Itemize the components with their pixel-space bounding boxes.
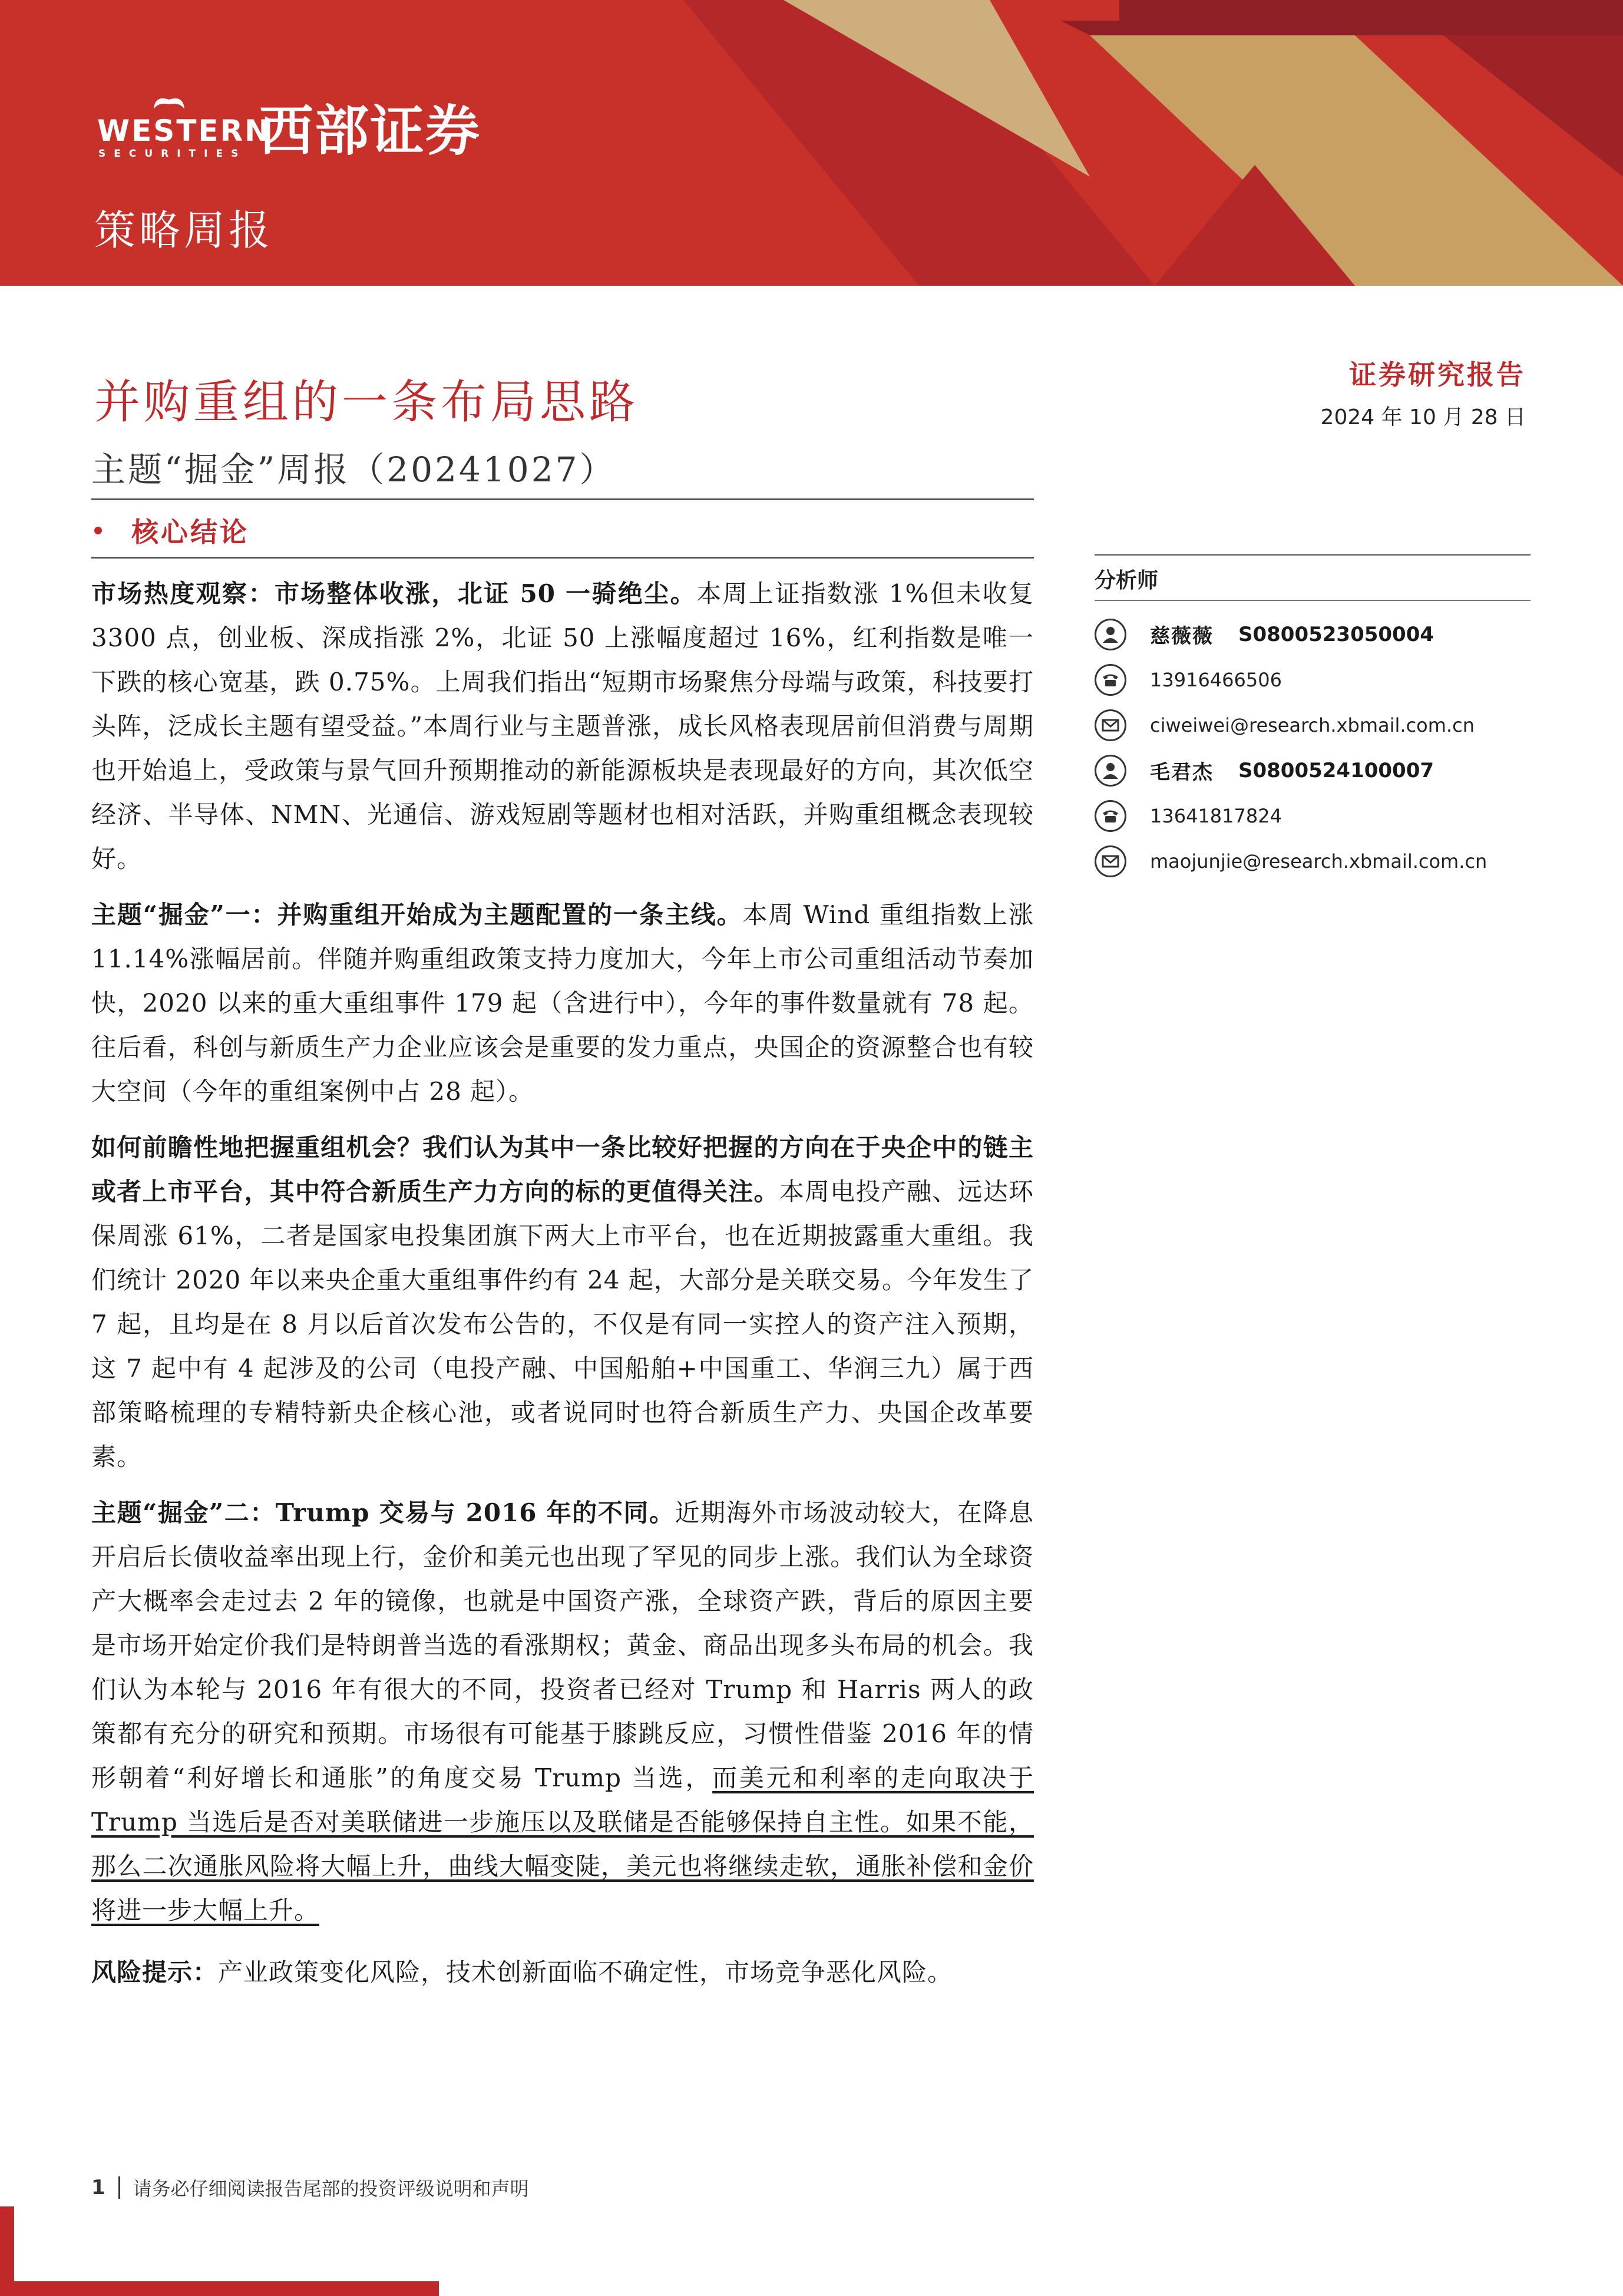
mail-icon [1095,845,1126,877]
header-banner [0,0,1623,286]
phone-icon [1095,664,1126,696]
page-subtitle: 主题“掘金”周报（20241027） [91,450,616,490]
paragraph-text: 本周 Wind 重组指数上涨 11.14%涨幅居前。伴随并购重组政策支持力度加大，今年上市公司重组活动节奏加快，2020 以来的重大重组事件 179 起（含进行中），今年的事件数量就有 78 起。往后看，科创与新质生产力企业应该会是重要的发力重点，央国企的资源整合也有较大空间（今年的重组案例中占 28 起）。 [91,900,1034,1106]
phone-icon [1095,800,1126,832]
analyst-name: 毛君杰 [1150,761,1214,784]
analyst-email[interactable]: maojunjie@research.xbmail.com.cn [1150,850,1488,873]
logo-en-sub: SECURITIES [98,148,247,160]
analyst-license: S0800524100007 [1238,758,1434,782]
logo-en-word: WESTERN [97,114,271,148]
section-heading [94,513,249,548]
paragraph-lead: 如何前瞻性地把握重组机会？我们认为其中一条比较好把握的方向在于央企中的链主或者上市平台，其中符合新质生产力方向的标的更值得关注。 [91,1133,1034,1206]
report-label: 证券研究报告 [1349,359,1526,391]
paragraph-lead: 主题“掘金”一：并购重组开始成为主题配置的一条主线。 [91,900,743,929]
report-date: 2024 年 10 月 28 日 [1320,405,1526,430]
paragraph-text: 本周电投产融、远达环保周涨 61%，二者是国家电投集团旗下两大上市平台，也在近期披露重大重组。我们统计 2020 年以来央企重大重组事件约有 24 起，大部分是关联交易。今年发生了 7 起，且均是在 8 月以后首次发布公告的，不仅是有同一实控人的资产注入预期，这 7 起中有 4 起涉及的公司（电投产融、中国船舶+中国重工、华润三九）属于西部策略梳理的专精特新央企核心池，或者说同时也符合新质生产力、央国企改革要素。 [91,1177,1034,1471]
paragraph-opportunity [91,1125,1034,1479]
section-heading-label: 核心结论 [131,516,249,548]
page-footer [91,2174,529,2201]
analyst-email[interactable]: ciweiwei@research.xbmail.com.cn [1150,713,1475,736]
paragraph-text: 近期海外市场波动较大，在降息开启后长债收益率出现上行，金价和美元也出现了罕见的同步上涨。我们认为全球资产大概率会走过去 2 年的镜像，也就是中国资产涨，全球资产跌，背后的原因主要是市场开始定价我们是特朗普当选的看涨期权；黄金、商品出现多头布局的机会。我们认为本轮与 2016 年有很大的不同，投资者已经对 Trump 和 Harris 两人的政策都有充分的研究和预期。市场很有可能基于膝跳反应，习惯性借鉴 2016 年的情形朝着“利好增长和通胀”的角度交易 Trump 当选， [91,1498,1034,1792]
corner-decoration [0,2281,439,2296]
mail-icon [1095,709,1126,741]
company-logo [97,88,481,165]
section-divider [91,557,1034,559]
paragraph-theme-one [91,893,1034,1114]
analyst-license: S0800523050004 [1238,622,1434,646]
analyst-phone-row [1095,657,1531,702]
analyst-phone[interactable]: 13916466506 [1150,668,1282,691]
analyst-name-row [1095,612,1531,657]
paragraph-text: 产业政策变化风险，技术创新面临不确定性，市场竞争恶化风险。 [218,1958,953,1987]
person-icon [1095,755,1126,787]
paragraph-theme-two [91,1491,1034,1932]
paragraph-underlined: 而美元和利率的走向取决于 Trump 当选后是否对美联储进一步施压以及联储是否能够保持自主性。如果不能，那么二次通胀风险将大幅上升，曲线大幅变陡，美元也将继续走软，通胀补偿和金价将进一步大幅上升。 [91,1763,1034,1925]
analyst-email-row [1095,838,1531,884]
paragraph-text: 本周上证指数涨 1%但未收复 3300 点，创业板、深成指涨 2%，北证 50 上涨幅度超过 16%，红利指数是唯一下跌的核心宽基，跌 0.75%。上周我们指出“短期市场聚焦分母端与政策，科技要打头阵，泛成长主题有望受益。”本周行业与主题普涨，成长风格表现居前但消费与周期也开始追上，受政策与景气回升预期推动的新能源板块是表现最好的方向，其次低空经济、半导体、NMN、光通信、游戏短剧等题材也相对活跃，并购重组概念表现较好。 [91,579,1034,873]
analyst-heading: 分析师 [1095,568,1159,593]
analyst-name-row [1095,748,1531,793]
footer-disclaimer: 请务必仔细阅读报告尾部的投资评级说明和声明 [133,2178,529,2200]
paragraph-lead: 风险提示： [91,1958,219,1987]
paragraph-risk [91,1950,1034,1994]
report-type: 策略周报 [94,206,273,255]
report-body [91,571,1034,2006]
paragraph-lead: 主题“掘金”二：Trump 交易与 2016 年的不同。 [91,1498,675,1527]
analyst-email-row [1095,702,1531,748]
bull-horns-icon [151,91,187,115]
analyst-phone-row [1095,793,1531,838]
logo-english [97,91,271,162]
person-icon [1095,619,1126,650]
paragraph-lead: 市场热度观察：市场整体收涨，北证 50 一骑绝尘。 [91,579,697,608]
page-title: 并购重组的一条布局思路 [94,376,639,429]
title-divider [91,498,1034,500]
analyst-panel [1095,554,1531,884]
analyst-name: 慈薇薇 [1150,625,1214,648]
page-number: 1 [91,2176,105,2199]
paragraph-market [91,571,1034,881]
footer-divider [118,2176,120,2199]
logo-cn: 西部证券 [259,100,481,163]
analyst-phone[interactable]: 13641817824 [1150,804,1282,827]
panel-divider [1095,600,1531,601]
bullet-icon [94,527,102,534]
